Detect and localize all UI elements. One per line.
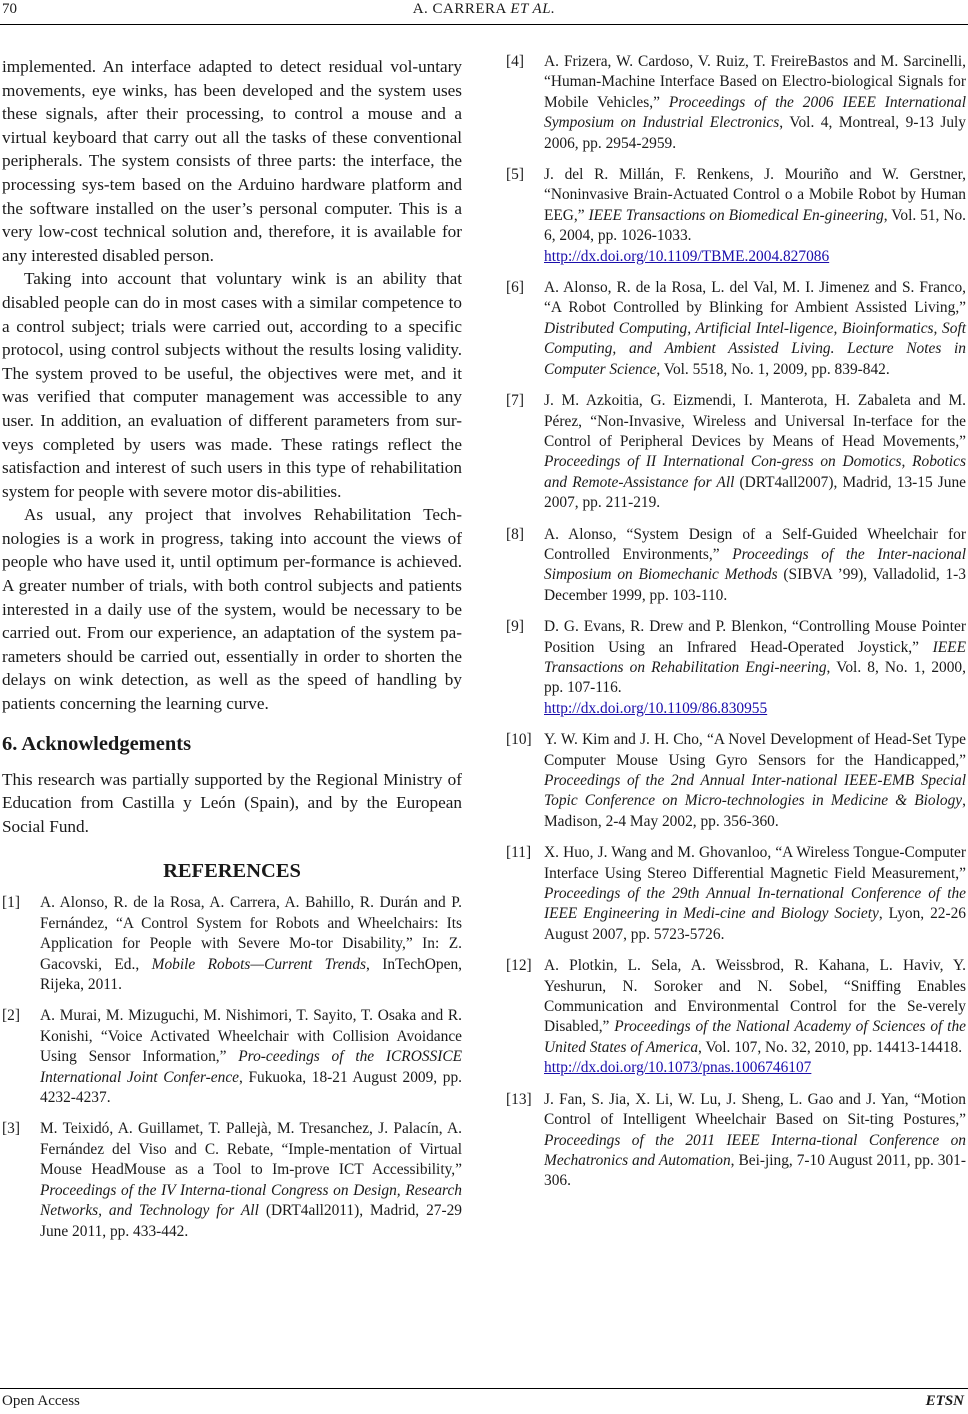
reference-details: (SIBVA ’99), Valladolid, 1-3 December 1999, pp. 103-110. — [544, 566, 966, 604]
reference-text — [544, 1090, 966, 1192]
reference-details: , Vol. 107, No. 32, 2010, pp. 14413-14418. — [698, 1038, 963, 1056]
reference-venue: Proceedings of the 29th Annual In-ternational Conference of the IEEE Engineering in Medi-cine and Biology Society — [544, 885, 966, 923]
reference-doi-link[interactable]: http://dx.doi.org/10.1109/86.830955 — [544, 699, 768, 717]
reference-details: , Vol. 8, No. 1, 2000, pp. 107-116. — [544, 658, 966, 697]
paragraph-2: Taking into account that voluntary wink is an ability that disabled people can do in most cases with a similar competence to a control subject; trials were carried out, according to a specific protocol, using control subjects without the results losing validity. The system proved to be useful, the objectives were met, and it was verified that computer management was accessible to any user. In addition, an evaluation of different parameters from sur-veys completed by users was made. These ratings reflect the satisfaction and interest of such users in this type of rehabilitation system for people with severe motor dis-abilities. — [2, 269, 462, 501]
reference-text — [544, 617, 966, 719]
reference-authors-title: A. Murai, M. Mizuguchi, M. Nishimori, T. Sayito, T. Osaka and R. Konishi, “Voice Activated Wheelchair with Collision Avoidance Using Sensor Information,” — [40, 1007, 462, 1066]
right-column — [506, 52, 966, 1203]
paragraph-3: As usual, any project that involves Rehabilitation Tech-nologies is a work in progress, taking into account the views of people who have used it, until optimum per-formance is achieved. A greater number of trials, with both control subjects and patients interested in a daily use of the system, would be necessary to be carried out. From our experience, an adaptation of the system pa-rameters should be carried out, essentially in order to shorten the delays on wink detection, as well as the speed of handling by patients concerning the learning curve. — [2, 505, 462, 714]
reference-item — [506, 956, 966, 1078]
left-column — [2, 55, 462, 1253]
reference-number: [5] — [506, 166, 524, 184]
reference-item — [506, 391, 966, 513]
reference-authors-title: J. Fan, S. Jia, X. Li, W. Lu, J. Sheng, L. Gao and J. Yan, “Motion Control of Intelligent Wheelchair Based on Sit-ting Postures,” — [544, 1090, 966, 1129]
reference-number: [3] — [2, 1120, 20, 1138]
reference-text — [544, 165, 966, 267]
reference-details: , Madison, 2-4 May 2002, pp. 356-360. — [544, 792, 966, 830]
reference-details: (DRT4all2011), Madrid, 27-29 June 2011, pp. 433-442. — [40, 1202, 462, 1240]
reference-details: (DRT4all2007), Madrid, 13-15 June 2007, pp. 211-219. — [544, 473, 966, 512]
reference-item — [2, 1119, 462, 1241]
reference-text — [40, 893, 462, 995]
reference-number: [9] — [506, 618, 524, 636]
reference-item — [506, 52, 966, 154]
reference-number: [8] — [506, 525, 524, 543]
reference-details: , Vol. 51, No. 6, 2004, pp. 1026-1033. — [544, 206, 966, 245]
reference-authors-title: Y. W. Kim and J. H. Cho, “A Novel Development of Head-Set Type Computer Mouse Using Gyro Sensors for the Handicapped,” — [544, 731, 966, 769]
reference-item — [506, 525, 966, 607]
references-heading: REFERENCES — [163, 860, 301, 883]
reference-number: [10] — [506, 731, 532, 749]
reference-item — [506, 1090, 966, 1192]
reference-venue: Proceedings of the 2nd Annual Inter-national IEEE-EMB Special Topic Conference on Micro-technologies in Medicine & Biology — [544, 772, 966, 810]
reference-authors-title: A. Frizera, W. Cardoso, V. Ruiz, T. FreireBastos and M. Sarcinelli, “Human-Machine Interface Based on Electro-biological Signals for Mobile Vehicles,” — [544, 53, 966, 111]
reference-authors-title: A. Alonso, R. de la Rosa, L. del Val, M. I. Jimenez and S. Franco, “A Robot Controlled by Blinking for Ambient Assisted Living,” — [544, 279, 966, 317]
reference-authors-title: J. del R. Millán, F. Renkens, J. Mouriño and W. Gerstner, “Noninvasive Brain-Actuated Control o a Mobile Robot by Human EEG,” — [544, 166, 966, 224]
reference-item — [2, 893, 462, 995]
reference-item — [506, 278, 966, 380]
reference-details: , Fukuoka, 18-21 August 2009, pp. 4232-4237. — [40, 1068, 462, 1107]
reference-details: , Lyon, 22-26 August 2007, pp. 5723-5726. — [544, 905, 966, 943]
reference-number: [6] — [506, 279, 524, 297]
reference-authors-title: J. M. Azkoitia, G. Eizmendi, I. Manterota, H. Zabaleta and M. Pérez, “Non-Invasive, Wireless and Universal In-terface for the Control of Peripheral Devices by Means of Head Movements,” — [544, 392, 966, 450]
reference-item — [2, 1006, 462, 1108]
reference-authors-title: A. Alonso, “System Design of a Self-Guided Wheelchair for Controlled Environments,” — [544, 525, 966, 563]
reference-authors-title: D. G. Evans, R. Drew and P. Blenkon, “Controlling Mouse Pointer Position Using an Infrared Head-Operated Joystick,” — [544, 618, 966, 656]
reference-authors-title: X. Huo, J. Wang and M. Ghovanloo, “A Wireless Tongue-Computer Interface Using Stereo Differential Magnetic Field Measurement,” — [544, 844, 966, 882]
reference-number: [4] — [506, 53, 524, 70]
acknowledgements-text: This research was partially supported by the Regional Ministry of Education from Castilla y León (Spain), and by the European Social Fund. — [2, 769, 462, 836]
reference-list-left — [2, 893, 462, 1242]
reference-venue: Proceedings of the National Academy of Sciences of the United States of America — [544, 1018, 966, 1056]
running-head-authors: A. CARRERA — [412, 1, 507, 17]
reference-venue: IEEE Transactions on Rehabilitation Engi-neering — [544, 638, 966, 676]
reference-text — [544, 525, 966, 607]
running-head — [0, 1, 968, 18]
reference-doi-link[interactable]: http://dx.doi.org/10.1109/TBME.2004.827086 — [544, 247, 830, 265]
reference-list-right — [506, 52, 966, 1192]
reference-venue: Distributed Computing, Artificial Intel-ligence, Bioinformatics, Soft Computing, and Ambient Assisted Living. Lecture Notes in Computer Science — [544, 319, 966, 378]
acknowledgements-heading: 6. Acknowledgements — [2, 732, 192, 755]
reference-item — [506, 730, 966, 832]
reference-text — [544, 730, 966, 832]
paragraph-1: implemented. An interface adapted to detect residual vol-untary movements, eye winks, has been developed and the system uses these signals, after their processing, to control a mouse and a virtual keyboard that carry out all the tasks of these conventional peripherals. The system consists of three parts: the interface, the processing sys-tem based on the Arduino hardware platform and the software installed on the user’s personal computer. This is a very low-cost technical solution and, therefore, it is available for any interested disabled person. — [2, 57, 462, 265]
footer-journal: ETSN — [925, 1393, 964, 1409]
reference-venue: Proceedings of the IV Interna-tional Congress on Design, Research Networks, and Technology for All — [40, 1181, 462, 1220]
reference-number: [12] — [506, 957, 532, 975]
reference-venue: Proceedings of II International Con-gress on Domotics, Robotics and Remote-Assistance for All — [544, 453, 966, 491]
reference-doi-link[interactable]: http://dx.doi.org/10.1073/pnas.1006746107 — [544, 1059, 812, 1077]
reference-number: [1] — [2, 894, 20, 912]
reference-text — [40, 1119, 462, 1241]
footer-rule — [0, 1388, 968, 1389]
reference-number: [7] — [506, 392, 524, 410]
reference-details: , InTechOpen, Rijeka, 2011. — [40, 955, 462, 994]
reference-details: , Vol. 5518, No. 1, 2009, pp. 839-842. — [656, 360, 890, 378]
reference-venue: Proceedings of the Inter-nacional Simposium on Biomechanic Methods — [544, 545, 966, 584]
reference-authors-title: M. Teixidó, A. Guillamet, T. Pallejà, M. Tresanchez, J. Palacín, A. Fernández del Viso and C. Rebate, “Imple-mentation of Virtual Mouse HeadMouse as a Tool to Im-prove ICT Accessibility,” — [40, 1120, 462, 1179]
reference-details: , Bei-jing, 7-10 August 2011, pp. 301-306. — [544, 1151, 966, 1190]
reference-venue: IEEE Transactions on Biomedical En-gineering — [588, 206, 884, 224]
reference-number: [13] — [506, 1090, 532, 1108]
reference-authors-title: A. Plotkin, L. Sela, A. Weissbrod, R. Kahana, L. Haviv, Y. Yeshurun, N. Soroker and N. Sobel, “Sniffing Enables Communication and Environmental Control for the Se-verely Disabled,” — [544, 957, 966, 1036]
running-head-et-al: ET AL. — [510, 1, 556, 17]
reference-number: [2] — [2, 1007, 20, 1025]
page-number: 70 — [2, 1, 17, 17]
page-header — [0, 0, 968, 25]
reference-item — [506, 617, 966, 719]
reference-item — [506, 843, 966, 945]
reference-text — [544, 956, 966, 1078]
reference-details: , Vol. 4, Montreal, 9-13 July 2006, pp. 2954-2959. — [544, 114, 966, 152]
reference-text — [544, 843, 966, 945]
footer-open-access: Open Access — [2, 1393, 80, 1409]
reference-venue: Proceedings of the 2006 IEEE International Symposium on Industrial Electronics — [544, 93, 967, 132]
reference-text — [544, 391, 966, 513]
reference-text — [544, 278, 966, 380]
reference-number: [11] — [506, 844, 532, 862]
reference-authors-title: A. Alonso, R. de la Rosa, A. Carrera, A. Bahillo, R. Durán and P. Fernández, “A Control System for Robots and Wheelchairs: Its Application for People with Severe Mo-tor Disability,” In: Z. Gacovski, Ed., — [40, 894, 462, 973]
reference-venue: Mobile Robots—Current Trends — [151, 955, 367, 973]
reference-venue: Proceedings of the 2011 IEEE Interna-tional Conference on Mechatronics and Automation — [544, 1131, 966, 1169]
reference-venue: Pro-ceedings of the ICROSSICE International Joint Confer-ence — [40, 1048, 463, 1086]
reference-item — [506, 165, 966, 267]
reference-text — [40, 1006, 462, 1108]
reference-text — [544, 52, 966, 154]
